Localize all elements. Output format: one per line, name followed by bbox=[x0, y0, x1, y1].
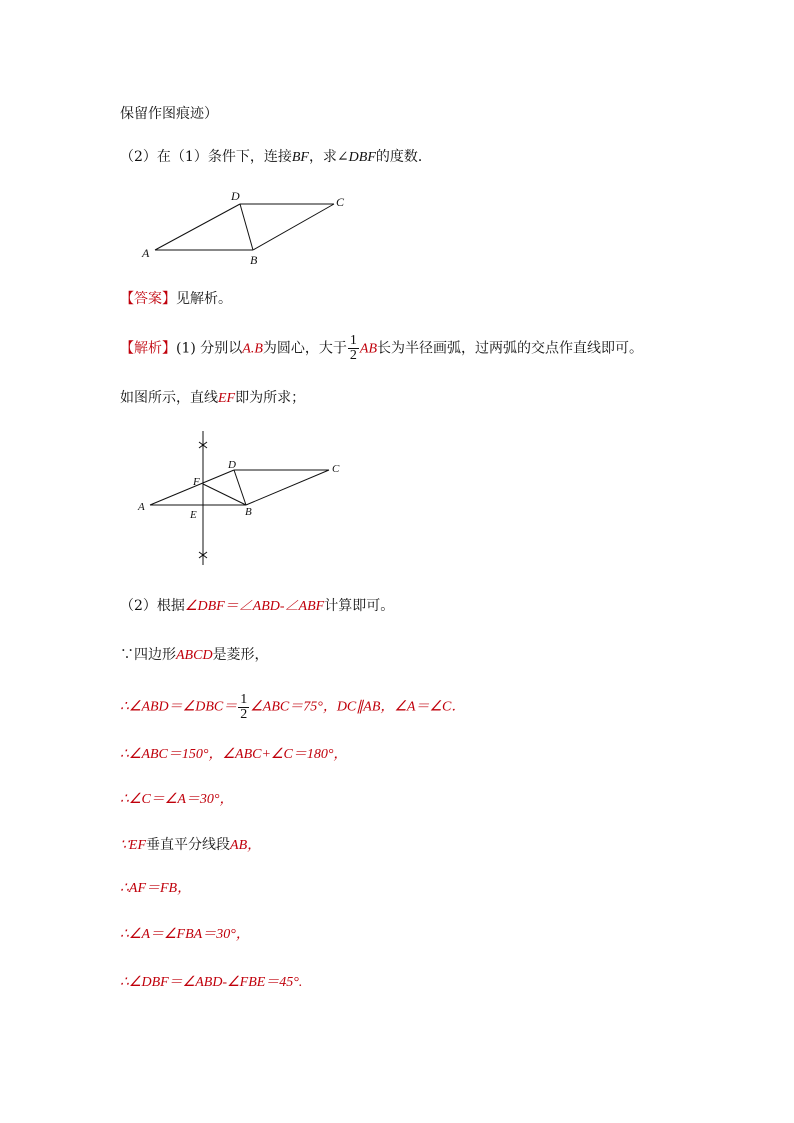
text: ∴∠ABD＝∠DBC＝ bbox=[120, 699, 238, 715]
rhombus-figure bbox=[130, 185, 360, 270]
label-c: C bbox=[336, 195, 345, 209]
segment-cb bbox=[246, 470, 329, 505]
step-7 bbox=[120, 925, 250, 945]
text: AB， bbox=[230, 838, 262, 853]
label-b: B bbox=[250, 253, 258, 267]
step-1 bbox=[120, 645, 269, 666]
step-8 bbox=[120, 973, 302, 993]
text: EF bbox=[218, 391, 236, 406]
part-2-method bbox=[120, 596, 394, 617]
label-a: A bbox=[142, 246, 150, 260]
text: 如图所示，直线 bbox=[120, 390, 218, 406]
question-part-2 bbox=[120, 147, 432, 168]
label-c: C bbox=[332, 463, 340, 475]
segment-db bbox=[240, 204, 253, 250]
text: ∴AF＝FB， bbox=[120, 881, 192, 896]
text: (1) 分别以 bbox=[176, 340, 243, 357]
label-d: D bbox=[231, 189, 240, 203]
label-e: E bbox=[190, 509, 197, 521]
text: （2）在（1）条件下，连接 bbox=[120, 149, 292, 165]
answer-tag: 【答案】 bbox=[120, 291, 176, 307]
text: 保留作图痕迹） bbox=[120, 106, 218, 122]
text: 的度数． bbox=[375, 149, 432, 165]
text-line-1 bbox=[120, 104, 218, 124]
step-4 bbox=[120, 790, 234, 810]
text: ∴∠DBF＝∠ABD-∠FBE＝45°. bbox=[120, 975, 303, 990]
segment-ad bbox=[150, 470, 234, 505]
text: A.B bbox=[242, 341, 263, 357]
answer-line bbox=[120, 289, 232, 309]
construction-figure bbox=[130, 425, 360, 570]
text: 是菱形， bbox=[212, 647, 269, 663]
text: 长为半径画弧，过两弧的交点作直线即可。 bbox=[377, 340, 643, 357]
text: ∴∠A＝∠FBA＝30°， bbox=[120, 927, 250, 942]
analysis-tag: 【解析】 bbox=[120, 340, 176, 357]
label-b: B bbox=[245, 506, 252, 518]
text: ∴∠ABC＝150°，∠ABC+∠C＝180°， bbox=[120, 747, 348, 762]
text: ∠ABC＝75°，DC∥AB，∠A＝∠C． bbox=[250, 699, 466, 715]
step-5 bbox=[120, 835, 261, 856]
text: ∵四边形 bbox=[120, 647, 176, 663]
text: ∠DBF＝∠ABD-∠ABF bbox=[184, 599, 325, 614]
step-3 bbox=[120, 745, 347, 765]
text: ∴∠C＝∠A＝30°， bbox=[120, 792, 234, 807]
segment-cb bbox=[253, 204, 334, 250]
text: 垂直平分线段 bbox=[146, 837, 231, 853]
label-a: A bbox=[138, 501, 145, 513]
analysis-line bbox=[120, 334, 643, 363]
text: DBF bbox=[348, 150, 376, 165]
step-2 bbox=[120, 693, 465, 722]
text: 计算即可。 bbox=[324, 598, 395, 614]
text: AB bbox=[359, 341, 377, 357]
step-6 bbox=[120, 879, 191, 899]
text: BF bbox=[291, 150, 309, 165]
text: 为圆心，大于 bbox=[262, 340, 347, 357]
label-f: F bbox=[193, 476, 200, 488]
text: ，求∠ bbox=[308, 149, 349, 165]
figure-intro bbox=[120, 388, 305, 409]
text: 见解析。 bbox=[176, 291, 232, 307]
fraction: $\frac{1}{2}$ bbox=[349, 333, 357, 363]
text: ∵EF bbox=[120, 838, 147, 853]
text: ABCD bbox=[176, 648, 213, 663]
text: 即为所求； bbox=[235, 390, 306, 406]
label-d: D bbox=[228, 459, 236, 471]
text: （2）根据 bbox=[120, 598, 185, 614]
fraction: $\frac{1}{2}$ bbox=[240, 692, 248, 722]
segment-ad bbox=[155, 204, 240, 250]
